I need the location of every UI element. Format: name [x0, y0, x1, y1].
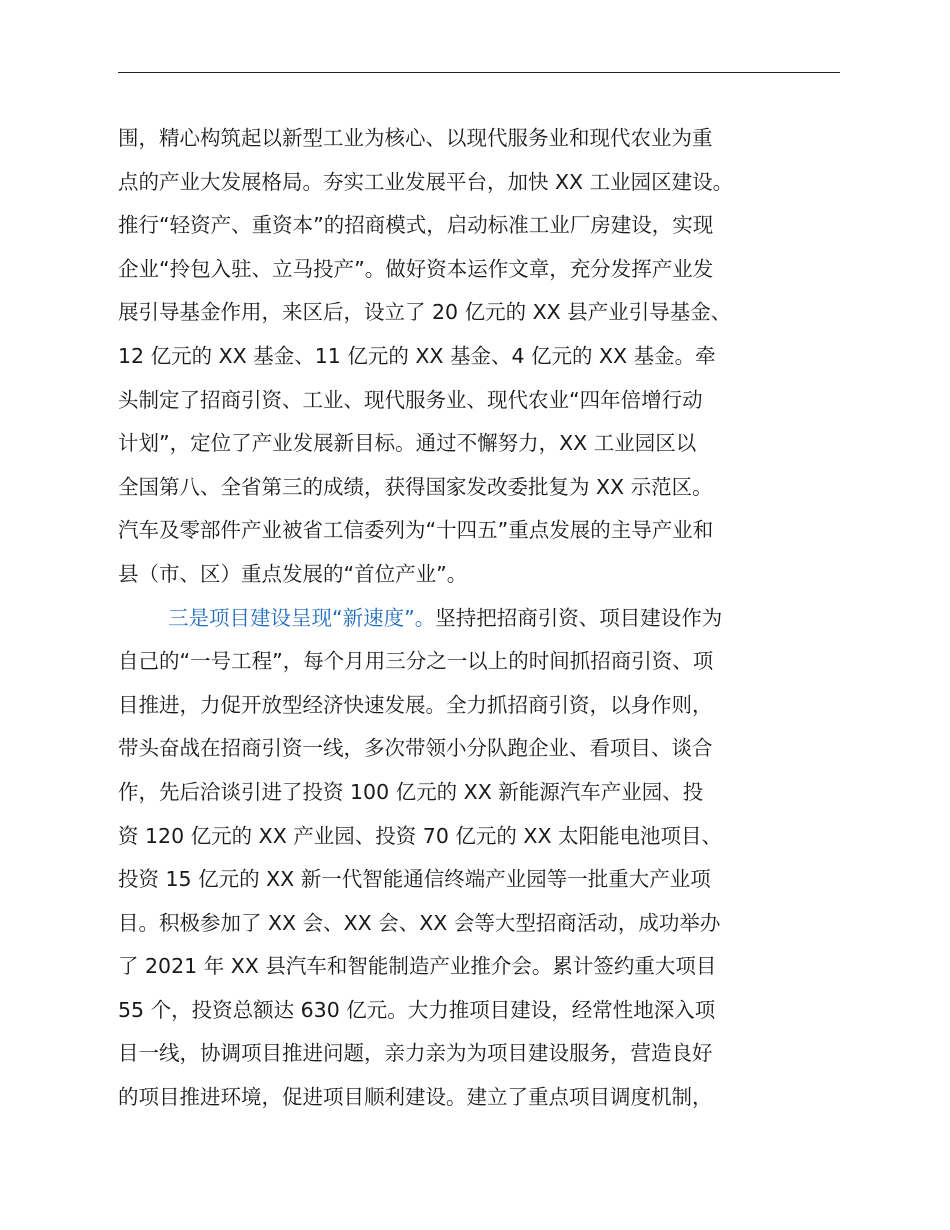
text-line: 计划”，定位了产业发展新目标。通过不懈努力，XX 工业园区以: [118, 431, 697, 456]
text-line: 带头奋战在招商引资一线，多次带领小分队跑企业、看项目、谈合: [118, 736, 713, 761]
text-line: 了 2021 年 XX 县汽车和智能制造产业推介会。累计签约重大项目: [118, 954, 717, 979]
text-line: 头制定了招商引资、工业、现代服务业、现代农业“四年倍增行动: [118, 387, 703, 412]
document-body: [118, 117, 848, 1120]
text-line: 作，先后洽谈引进了投资 100 亿元的 XX 新能源汽车产业园、投: [118, 779, 704, 804]
text-line: 的项目推进环境，促进项目顺利建设。建立了重点项目调度机制，: [118, 1085, 713, 1110]
text-line: 展引导基金作用，来区后，设立了 20 亿元的 XX 县产业引导基金、: [118, 300, 732, 325]
paragraph-1: [118, 117, 848, 597]
text-line: 县（市、区）重点发展的“首位产业”。: [118, 561, 468, 586]
text-line: 55 个，投资总额达 630 亿元。大力推项目建设，经常性地深入项: [118, 997, 716, 1022]
text-line: 点的产业大发展格局。夯实工业发展平台，加快 XX 工业园区建设。: [118, 169, 734, 194]
text-line: 目。积极参加了 XX 会、XX 会、XX 会等大型招商活动，成功举办: [118, 910, 721, 935]
text-line: 汽车及零部件产业被省工信委列为“十四五”重点发展的主导产业和: [118, 518, 714, 543]
paragraph-2-first-line: [118, 597, 848, 641]
text-line: 自己的“一号工程”，每个月用三分之一以上的时间抓招商引资、项: [118, 649, 714, 674]
section-heading: 三是项目建设呈现“新速度”。: [168, 605, 436, 630]
text-run: 坚持把招商引资、项目建设作为: [435, 605, 723, 630]
header-rule: [118, 72, 840, 73]
text-line: 企业“拎包入驻、立马投产”。做好资本运作文章，充分发挥产业发: [118, 256, 714, 281]
text-line: 目一线，协调项目推进问题，亲力亲为为项目建设服务，营造良好: [118, 1041, 713, 1066]
text-line: 目推进，力促开放型经济快速发展。全力抓招商引资，以身作则，: [118, 692, 713, 717]
text-line: 资 120 亿元的 XX 产业园、投资 70 亿元的 XX 太阳能电池项目、: [118, 823, 723, 848]
text-line: 全国第八、全省第三的成绩，获得国家发改委批复为 XX 示范区。: [118, 474, 713, 499]
text-line: 投资 15 亿元的 XX 新一代智能通信终端产业园等一批重大产业项: [118, 867, 711, 892]
text-line: 推行“轻资产、重资本”的招商模式，启动标准工业厂房建设，实现: [118, 213, 714, 238]
text-line: 12 亿元的 XX 基金、11 亿元的 XX 基金、4 亿元的 XX 基金。牵: [118, 343, 716, 368]
paragraph-2: [118, 597, 848, 1120]
text-line: 围，精心构筑起以新型工业为核心、以现代服务业和现代农业为重: [118, 126, 713, 150]
